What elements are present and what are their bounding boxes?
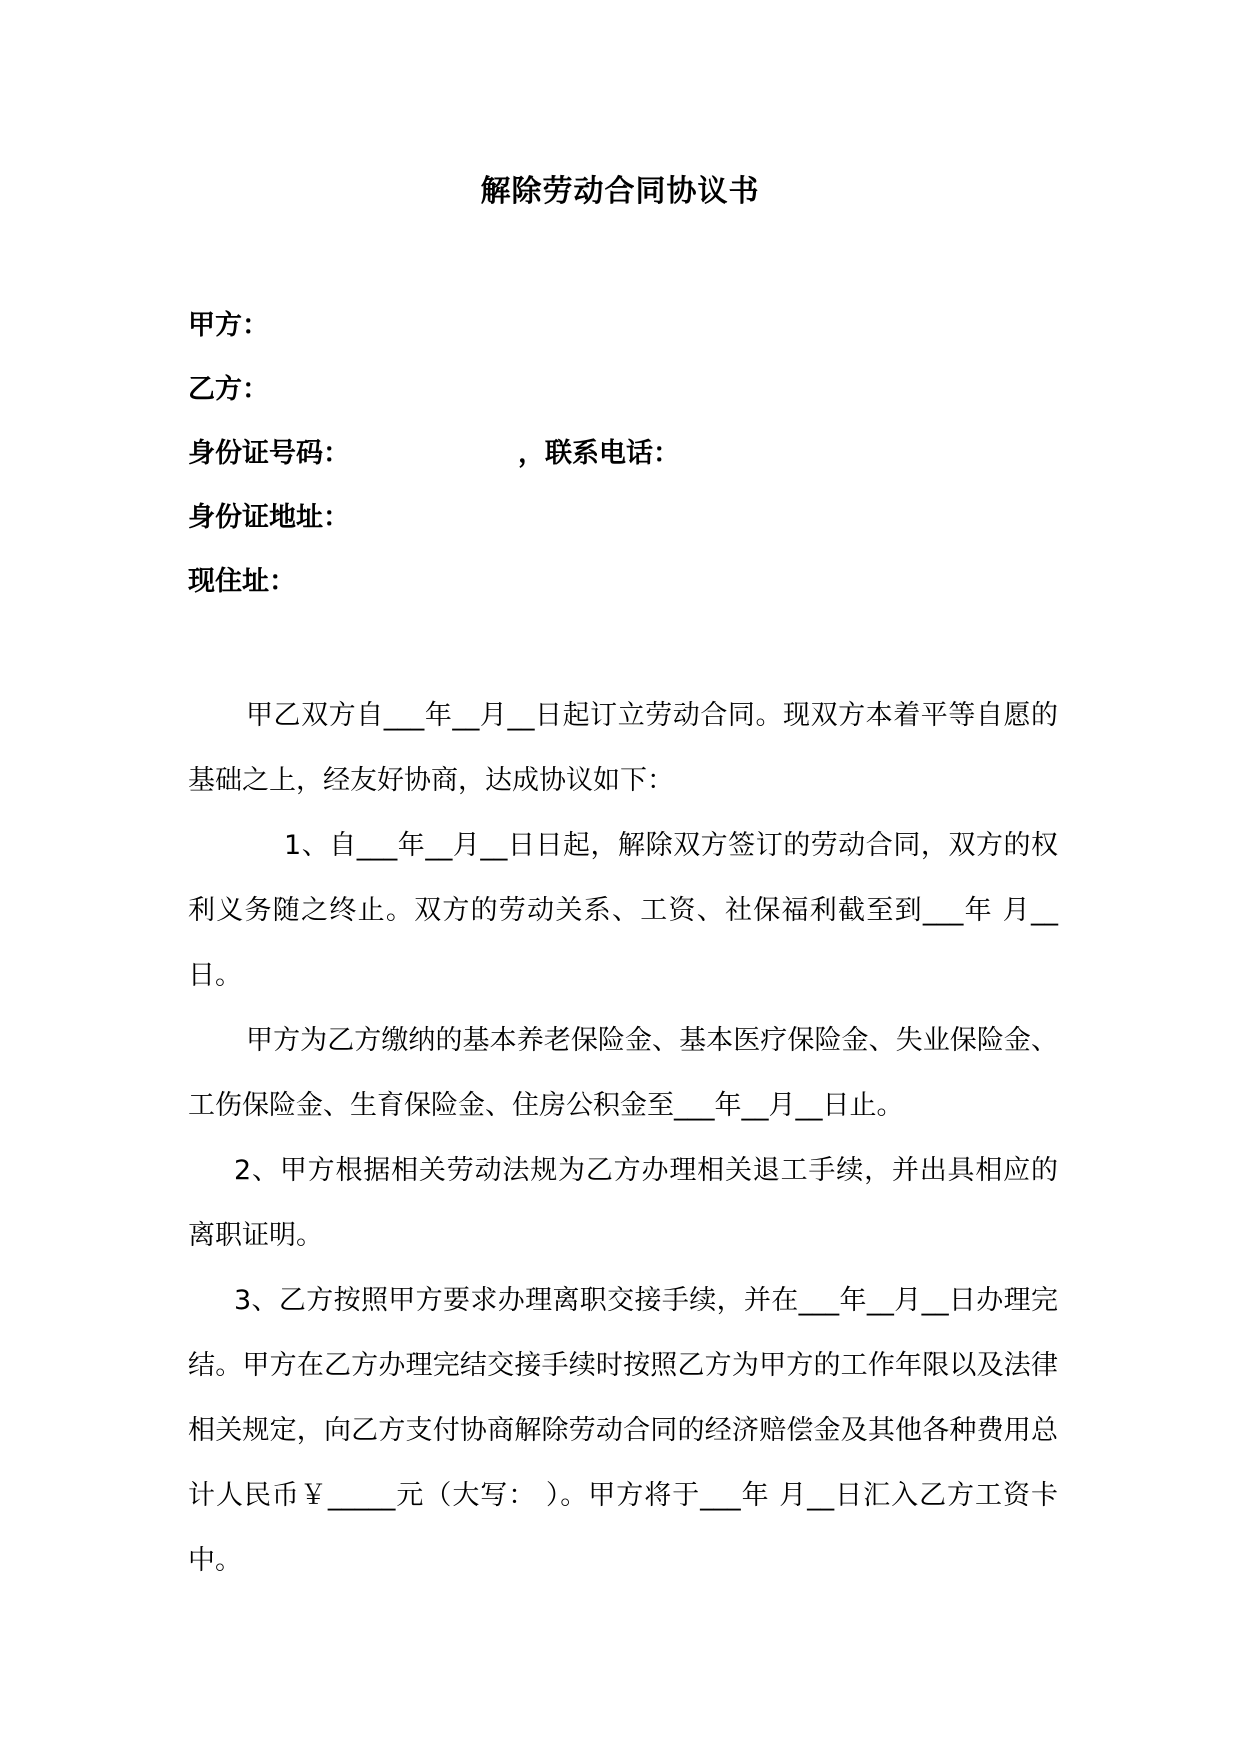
agreement-body xyxy=(188,683,1058,1593)
clause-3-paragraph: 3、乙方按照甲方要求办理离职交接手续，并在___年__月__日办理完结。甲方在乙方办理完结交接手续时按照乙方为甲方的工作年限以及法律相关规定，向乙方支付协商解除劳动合同的经济赔偿金及其他各种费用总计人民币￥_____元（大写： ）。甲方将于___年 月__日汇入乙方工资卡中。 xyxy=(188,1285,1058,1576)
clause-2-paragraph: 2、甲方根据相关劳动法规为乙方办理相关退工手续，并出具相应的离职证明。 xyxy=(188,1155,1058,1251)
party-b-label: 乙方： xyxy=(188,374,269,405)
party-a-label: 甲方： xyxy=(188,310,269,341)
id-number-label: 身份证号码： xyxy=(188,438,350,469)
insurance-paragraph: 甲方为乙方缴纳的基本养老保险金、基本医疗保险金、失业保险金、工伤保险金、生育保险金、住房公积金至___年__月__日止。 xyxy=(188,1025,1058,1121)
clause-1-paragraph: 1、自___年__月__日日起，解除双方签订的劳动合同，双方的权利义务随之终止。双方的劳动关系、工资、社保福利截至到___年 月__日。 xyxy=(188,830,1058,991)
id-address-label: 身份证地址： xyxy=(188,502,350,533)
id-phone-line xyxy=(188,436,680,472)
intro-paragraph: 甲乙双方自___年__月__日起订立劳动合同。现双方本着平等自愿的基础之上，经友好协商，达成协议如下： xyxy=(188,700,1058,796)
document-title: 解除劳动合同协议书 xyxy=(480,174,760,209)
phone-label: ，联系电话： xyxy=(518,438,680,469)
current-address-label: 现住址： xyxy=(188,566,296,597)
